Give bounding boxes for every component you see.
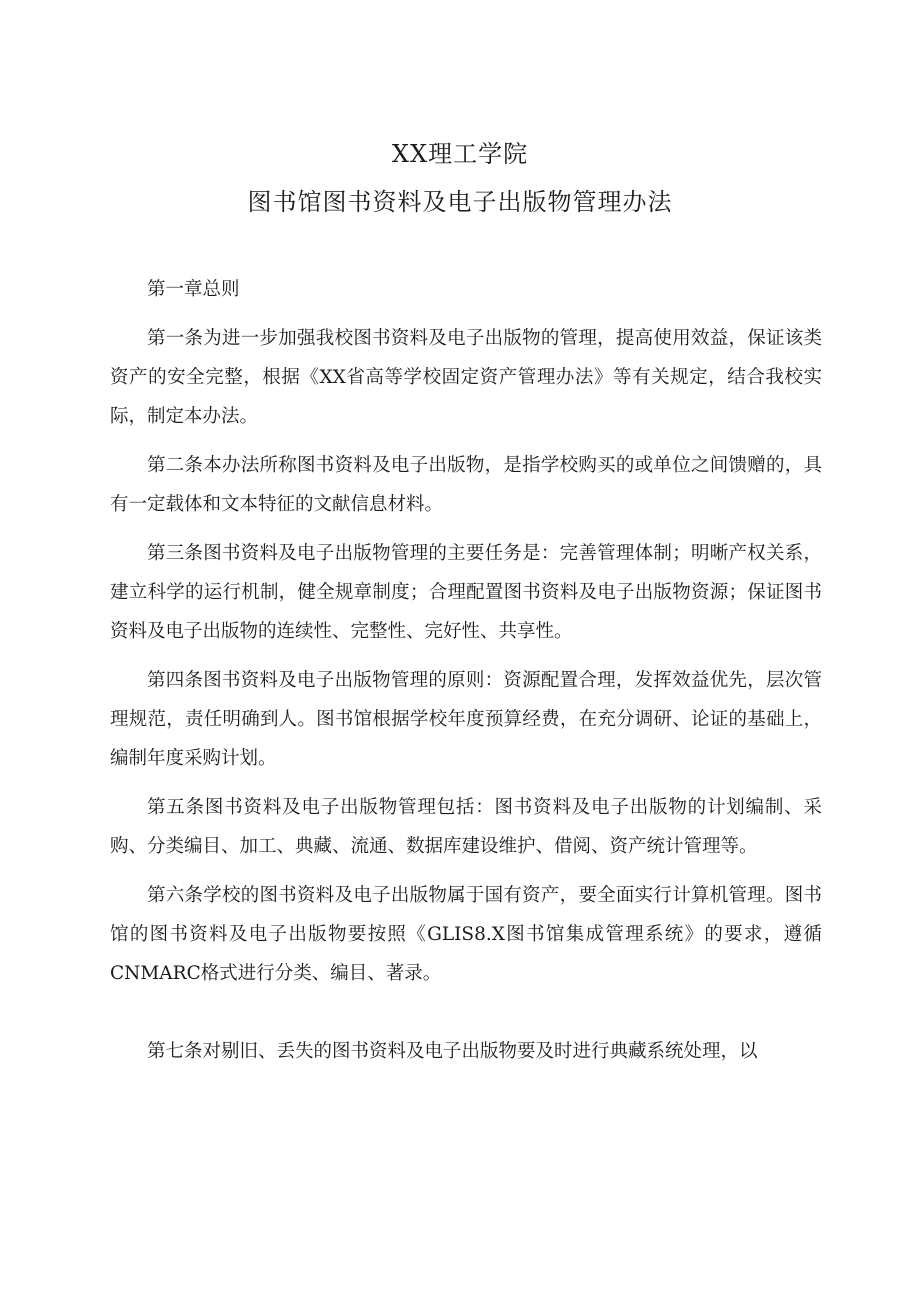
institution-name: XX理工学院 xyxy=(391,140,529,168)
document-title-block xyxy=(0,130,920,226)
paragraph-gap xyxy=(110,1003,822,1032)
article-7: 第七条对剔旧、丢失的图书资料及电子出版物要及时进行典藏系统处理，以 xyxy=(147,1041,758,1062)
article-4: 第四条图书资料及电子出版物管理的原则：资源配置合理，发挥效益优先，层次管理规范，责任明确到人。图书馆根据学校年度预算经费，在充分调研、论证的基础上，编制年度采购计划。 xyxy=(110,670,822,769)
article-3: 第三条图书资料及电子出版物管理的主要任务是：完善管理体制；明晰产权关系，建立科学的运行机制，健全规章制度；合理配置图书资料及电子出版物资源；保证图书资料及电子出版物的连续性、完整性、完好性、共享性。 xyxy=(110,543,822,642)
article-2: 第二条本办法所称图书资料及电子出版物，是指学校购买的或单位之间馈赠的，具有一定载体和文本特征的文献信息材料。 xyxy=(110,455,822,515)
document-title: 图书馆图书资料及电子出版物管理办法 xyxy=(247,188,673,216)
article-5: 第五条图书资料及电子出版物管理包括：图书资料及电子出版物的计划编制、采购、分类编目、加工、典藏、流通、数据库建设维护、借阅、资产统计管理等。 xyxy=(110,797,822,857)
article-6: 第六条学校的图书资料及电子出版物属于国有资产，要全面实行计算机管理。图书馆的图书资料及电子出版物要按照《GLIS8.X图书馆集成管理系统》的要求，遵循CNMARC格式进行分类、编目、著录。 xyxy=(110,885,822,984)
document-body xyxy=(110,270,822,1081)
article-1: 第一条为进一步加强我校图书资料及电子出版物的管理，提高使用效益，保证该类资产的安全完整，根据《XX省高等学校固定资产管理办法》等有关规定，结合我校实际，制定本办法。 xyxy=(110,328,822,427)
chapter-heading: 第一章总则 xyxy=(147,279,240,300)
